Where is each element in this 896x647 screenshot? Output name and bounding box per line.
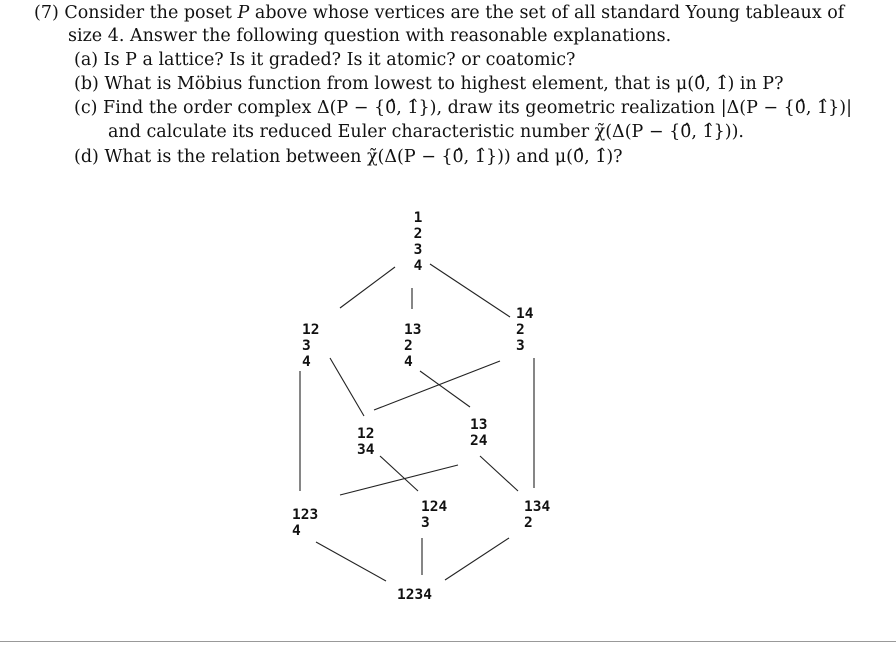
tableau-row: 3 [516,338,525,354]
tableau-row: 3 [302,338,311,354]
edge-134-2-to-bottom [445,538,509,580]
tableau-row: 2 [524,515,533,531]
part-label: (c) [74,98,98,118]
tableau-row: 4 [292,523,301,539]
tableau-row: 14 [516,306,534,322]
tableau-12-3-4 [302,322,319,370]
tableau-row: 3 [421,515,430,531]
tableau-13-2-4 [404,322,421,370]
tableau-row: 4 [404,354,413,370]
tableau-bottom [397,587,432,603]
part-b [74,73,783,97]
problem-line-1 [34,2,844,26]
intro-text-2: above whose vertices are the set of all standard Young tableaux of [254,3,845,23]
tableau-row: 123 [292,507,319,523]
part-c [74,97,852,121]
tableau-row: 24 [470,433,488,449]
poset-symbol: P [237,3,250,23]
tableau-row: 13 [470,417,488,433]
problem-number: (7) [34,3,59,23]
tableau-134-2 [524,499,550,531]
tableau-row: 124 [421,499,448,515]
tableau-124-3 [421,499,447,531]
tableau-12-34 [357,426,375,458]
edge-top-to-14-2-3 [430,264,510,317]
edge-12-3-4-to-12-34 [330,358,364,416]
tableau-row: 12 [302,322,320,338]
part-d [74,146,623,170]
tableau-row: 13 [404,322,422,338]
part-label: (b) [74,74,99,94]
edge-top-to-12-3-4 [340,267,395,308]
tableau-row: 2 [413,226,423,242]
edge-123-4-to-bottom [316,542,386,581]
part-label: (a) [74,50,99,70]
edge-14-2-3-to-12-34 [374,361,500,410]
part-text: What is the relation between χ̃(Δ(P − {0̂, 1̂})) and μ(0̂, 1̂)? [104,147,623,167]
tableau-row: 3 [413,242,423,258]
tableau-row: 1 [413,210,423,226]
tableau-row: 12 [357,426,375,442]
edge-13-24-to-123-4 [340,465,458,495]
tableau-row: 2 [516,322,525,338]
part-a [74,49,575,73]
tableau-row: 2 [404,338,413,354]
part-text: What is Möbius function from lowest to highest element, that is μ(0̂, 1̂) in P? [104,74,784,94]
tableau-row: 4 [302,354,311,370]
tableau-top [414,210,423,274]
tableau-row: 4 [413,258,423,274]
intro-text-1: Consider the poset [64,3,232,23]
tableau-123-4 [292,507,318,539]
hasse-edges [300,264,534,581]
edge-12-34-to-124-3 [380,456,418,491]
hasse-diagram [0,195,896,625]
part-text: Is P a lattice? Is it graded? Is it atomic? or coatomic? [103,50,576,70]
edge-13-24-to-134-2 [480,456,518,491]
problem-line-2: size 4. Answer the following question with reasonable explanations. [68,26,672,46]
page-bottom-rule [0,641,896,642]
tableau-row: 1234 [397,587,432,603]
part-label: (d) [74,147,99,167]
part-c-continuation: and calculate its reduced Euler characteristic number χ̃(Δ(P − {0̂, 1̂})). [108,122,744,142]
tableau-13-24 [470,417,488,449]
part-text: Find the order complex Δ(P − {0̂, 1̂}), draw its geometric realization |Δ(P − {0̂, 1̂})| [103,98,853,118]
tableau-14-2-3 [516,306,534,354]
tableau-row: 134 [524,499,551,515]
tableau-row: 34 [357,442,375,458]
